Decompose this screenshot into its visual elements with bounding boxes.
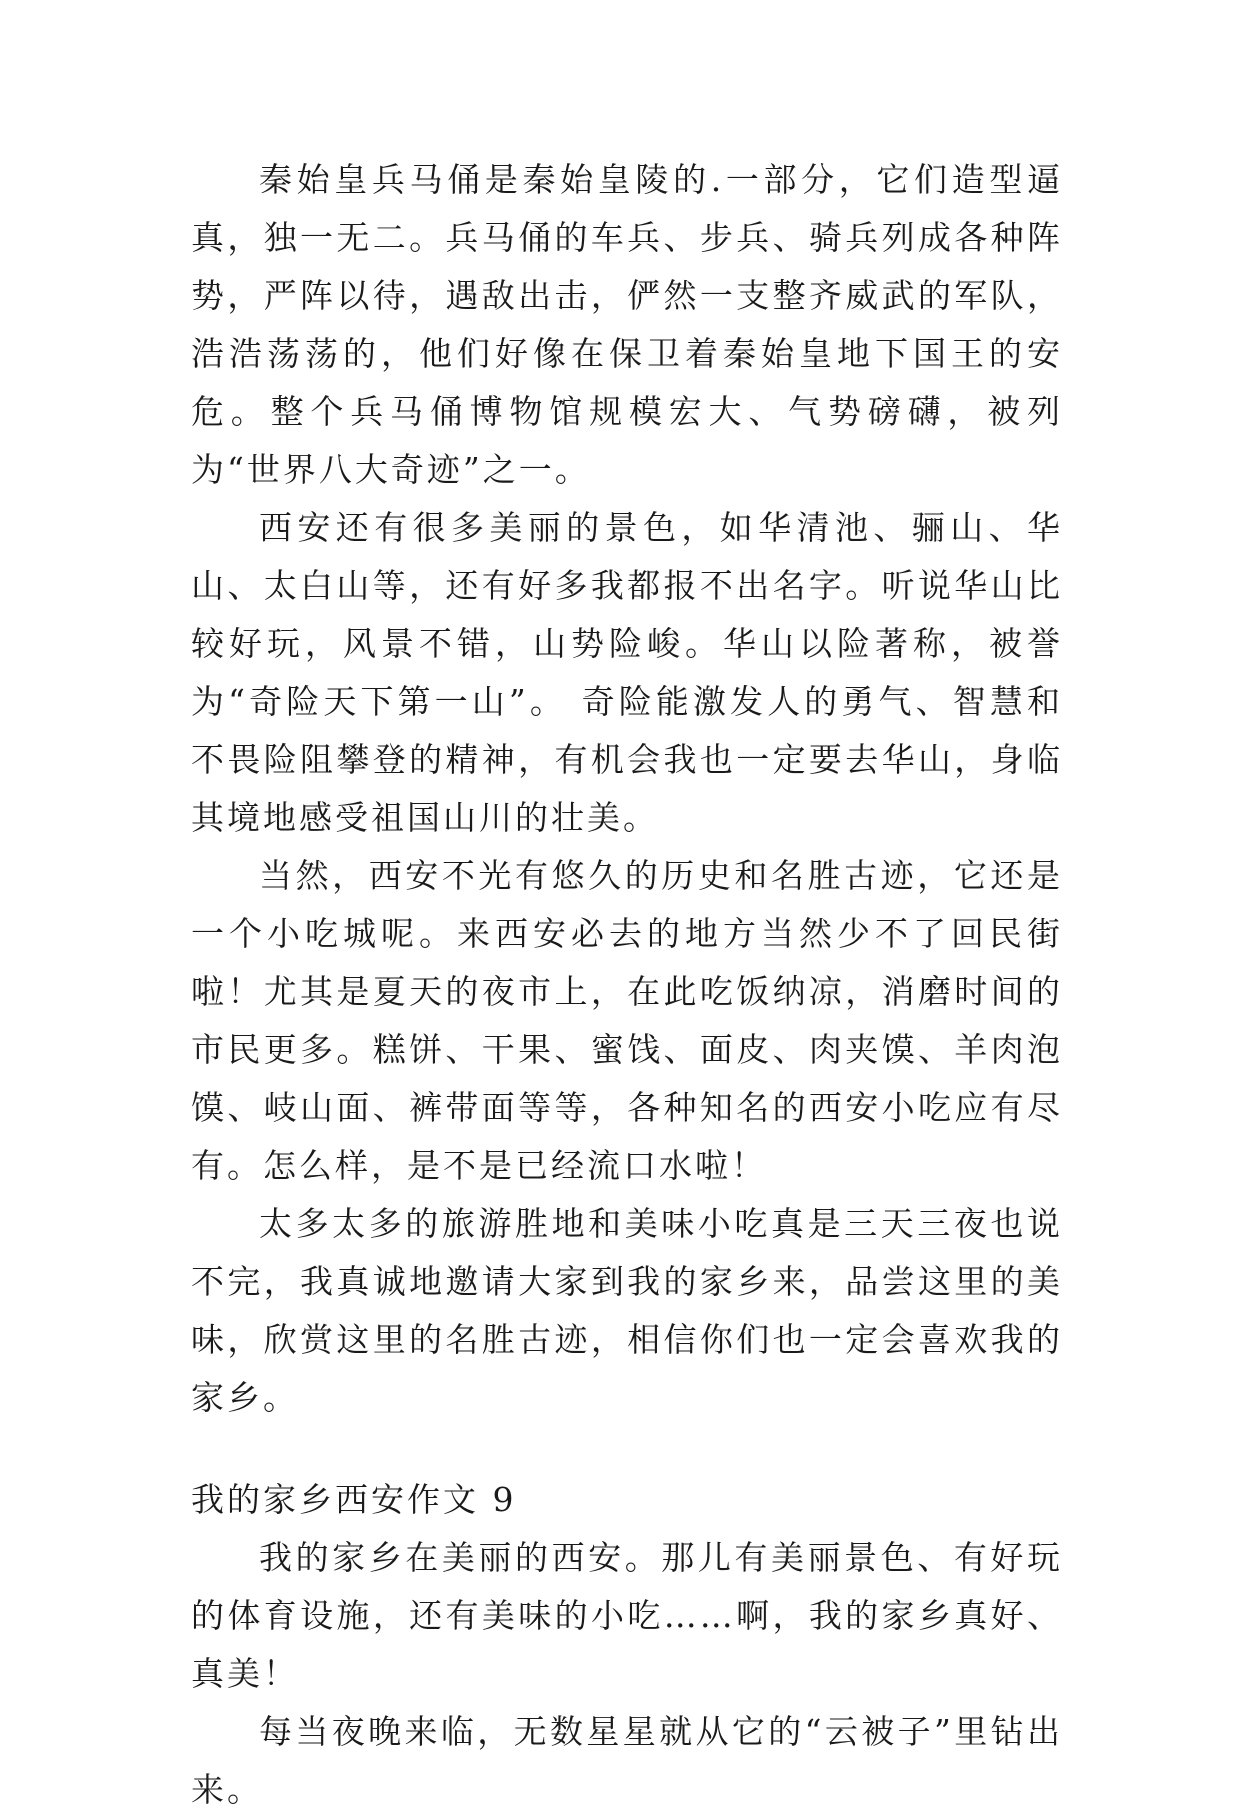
section-heading: 我的家乡西安作文 9	[191, 1480, 517, 1519]
paragraph-invitation: 太多太多的旅游胜地和美味小吃真是三天三夜也说不完，我真诚地邀请大家到我的家乡来，品尝这里的美味，欣赏这里的名胜古迹，相信你们也一定会喜欢我的家乡。	[191, 1204, 1063, 1417]
paragraph-night-stars: 每当夜晚来临，无数星星就从它的“云被子”里钻出来。	[191, 1712, 1063, 1809]
document-page	[191, 151, 1063, 1819]
paragraph-terracotta-warriors: 秦始皇兵马俑是秦始皇陵的.一部分，它们造型逼真，独一无二。兵马俑的车兵、步兵、骑兵列成各种阵势，严阵以待，遇敌出击，俨然一支整齐威武的军队，浩浩荡荡的，他们好像在保卫着秦始皇地下国王的安危。整个兵马俑博物馆规模宏大、气势磅礴，被列为“世界八大奇迹”之一。	[191, 160, 1063, 489]
paragraph-snacks: 当然，西安不光有悠久的历史和名胜古迹，它还是一个小吃城呢。来西安必去的地方当然少不了回民街啦！尤其是夏天的夜市上，在此吃饭纳凉，消磨时间的市民更多。糕饼、干果、蜜饯、面皮、肉夹馍、羊肉泡馍、岐山面、裤带面等等，各种知名的西安小吃应有尽有。怎么样，是不是已经流口水啦！	[191, 856, 1063, 1185]
paragraph-scenery-huashan: 西安还有很多美丽的景色，如华清池、骊山、华山、太白山等，还有好多我都报不出名字。听说华山比较好玩，风景不错，山势险峻。华山以险著称，被誉为“奇险天下第一山”。 奇险能激发人的勇气、智慧和不畏险阻攀登的精神，有机会我也一定要去华山，身临其境地感受祖国山川的壮美。	[191, 508, 1063, 837]
paragraph-hometown-intro: 我的家乡在美丽的西安。那儿有美丽景色、有好玩的体育设施，还有美味的小吃……啊，我的家乡真好、真美！	[191, 1538, 1063, 1693]
